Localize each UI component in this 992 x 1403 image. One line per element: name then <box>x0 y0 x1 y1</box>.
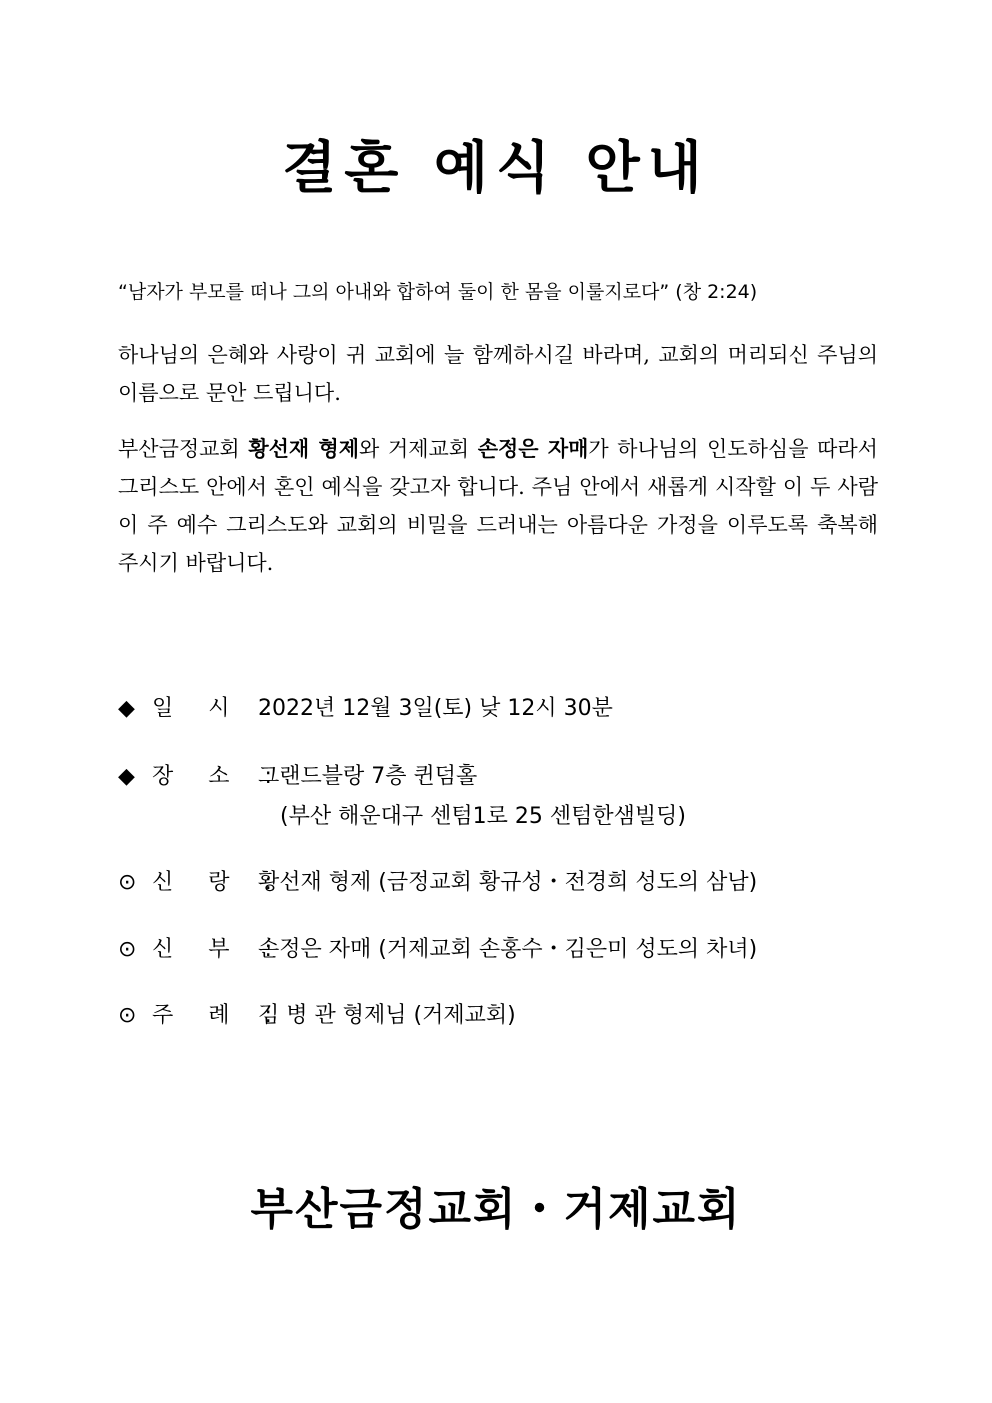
circle-dot-bullet-icon: ⊙ <box>118 937 137 962</box>
bride-row <box>118 933 757 967</box>
officiant-label: 주 례 : <box>152 1003 286 1028</box>
date-value: 2022년 12월 3일(토) 낮 12시 30분 <box>258 696 613 721</box>
officiant-row <box>118 999 516 1033</box>
bride-value: 손정은 자매 (거제교회 손홍수・김은미 성도의 차녀) <box>258 937 758 962</box>
bride-label: 신 부 : <box>152 937 286 962</box>
announcement-text-3: 가 하나님의 인도하심을 따라서 그리스도 안에서 혼인 예식을 갖고자 합니다. 주님 안에서 새롭게 시작할 이 두 사람이 주 예수 그리스도와 교회의 비밀을 드러내는 아름다운 가정을 이루도록 축복해 주시기 바랍니다. <box>118 437 878 575</box>
circle-dot-bullet-icon: ⊙ <box>118 870 137 895</box>
bride-name-highlight: 손정은 자매 <box>477 436 589 461</box>
groom-label: 신 랑 : <box>152 870 286 895</box>
place-address: (부산 해운대구 센텀1로 25 센텀한샘빌딩) <box>280 804 686 829</box>
place-label: 장 소 : <box>152 764 286 789</box>
bible-verse: “남자가 부모를 떠나 그의 아내와 합하여 둘이 한 몸을 이룰지로다” (창 2:24) <box>118 281 758 303</box>
date-label: 일 시 : <box>152 696 286 721</box>
page-title: 결혼 예식 안내 <box>282 135 710 201</box>
diamond-bullet-icon: ◆ <box>118 696 135 721</box>
groom-name-highlight: 황선재 형제 <box>248 436 360 461</box>
church-signature: 부산금정교회・거제교회 <box>250 1184 742 1235</box>
officiant-value: 김 병 관 형제님 (거제교회) <box>258 1003 516 1028</box>
groom-value: 황선재 형제 (금정교회 황규성・전경희 성도의 삼남) <box>258 870 758 895</box>
groom-row <box>118 866 757 900</box>
circle-dot-bullet-icon: ⊙ <box>118 1003 137 1028</box>
announcement-text-1: 부산금정교회 <box>118 437 249 461</box>
greeting-paragraph: 하나님의 은혜와 사랑이 귀 교회에 늘 함께하시길 바라며, 교회의 머리되신 주님의 이름으로 문안 드립니다. <box>118 343 878 405</box>
announcement-text-2: 와 거제교회 <box>359 437 478 461</box>
place-value: 그랜드블랑 7층 퀸덤홀 <box>258 764 478 789</box>
diamond-bullet-icon: ◆ <box>118 764 135 789</box>
date-row <box>118 692 613 726</box>
announcement-paragraph <box>118 430 878 582</box>
place-row <box>118 760 477 794</box>
